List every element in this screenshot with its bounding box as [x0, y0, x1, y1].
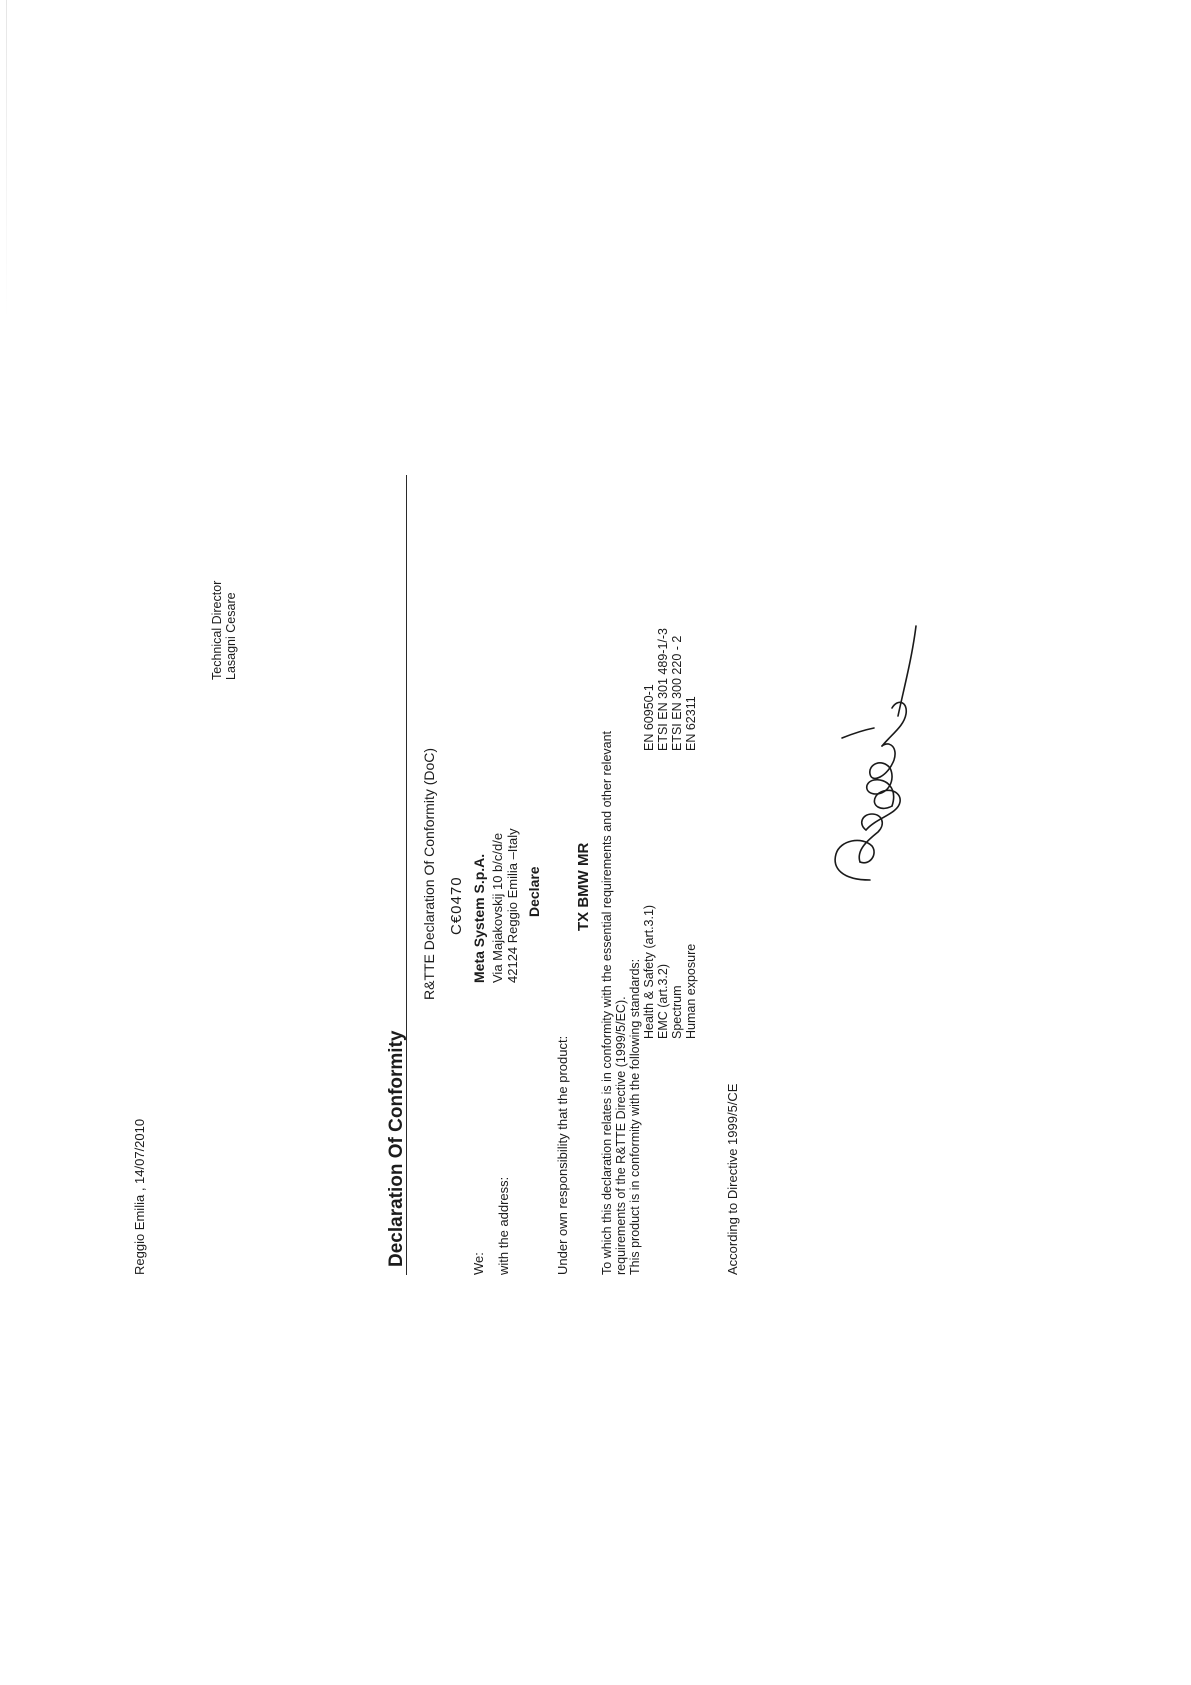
director-details [210, 581, 238, 680]
handwritten-signature [812, 618, 922, 893]
standard-category: Spectrum [670, 985, 684, 1039]
company-name: Meta System S.p.A. [471, 853, 487, 983]
place-and-date: Reggio Emilia , 14/07/2010 [132, 1118, 147, 1275]
standards-codes [642, 628, 698, 751]
standards-categories [642, 905, 698, 1039]
standard-code: EN 62311 [684, 696, 698, 751]
standard-category: EMC (art.3.2) [656, 963, 670, 1039]
document-title: Declaration Of Conformity [386, 1030, 407, 1267]
address-label: with the address: [496, 1176, 511, 1275]
declare-heading: Declare [526, 866, 542, 917]
standard-code: EN 60950-1 [642, 684, 656, 751]
scan-edge-artifact [6, 0, 7, 320]
product-name: TX BMW MR [575, 842, 592, 931]
director-role: Technical Director [210, 580, 224, 680]
directive-statement: According to Directive 1999/5/CE [725, 1083, 740, 1275]
conformity-text-line-2: requirements of the R&TTE Directive (1999/5/EC). [614, 996, 628, 1275]
standard-category: Health & Safety (art.3.1) [642, 904, 656, 1039]
responsibility-statement: Under own responsibility that the product: [555, 1035, 570, 1275]
doc-type-heading: R&TTE Declaration Of Conformity (DoC) [421, 747, 437, 1000]
standard-category: Human exposure [684, 943, 698, 1039]
conformity-text-line-3: This product is in conformity with the following standards: [628, 958, 642, 1275]
address-line-2: 42124 Reggio Emilia –Italy [505, 828, 520, 983]
standard-code: ETSI EN 300 220 - 2 [670, 635, 684, 751]
director-name: Lasagni Cesare [224, 592, 238, 680]
we-label: We: [471, 1252, 486, 1275]
standard-code: ETSI EN 301 489-1/-3 [656, 628, 670, 751]
conformity-text-line-1: To which this declaration relates is in conformity with the essential requirements and other relevant [600, 730, 614, 1275]
ce-mark: C€0470 [448, 876, 465, 935]
title-underline [406, 475, 407, 1275]
address-line-1: Via Majakovskij 10 b/c/d/e [490, 832, 505, 983]
